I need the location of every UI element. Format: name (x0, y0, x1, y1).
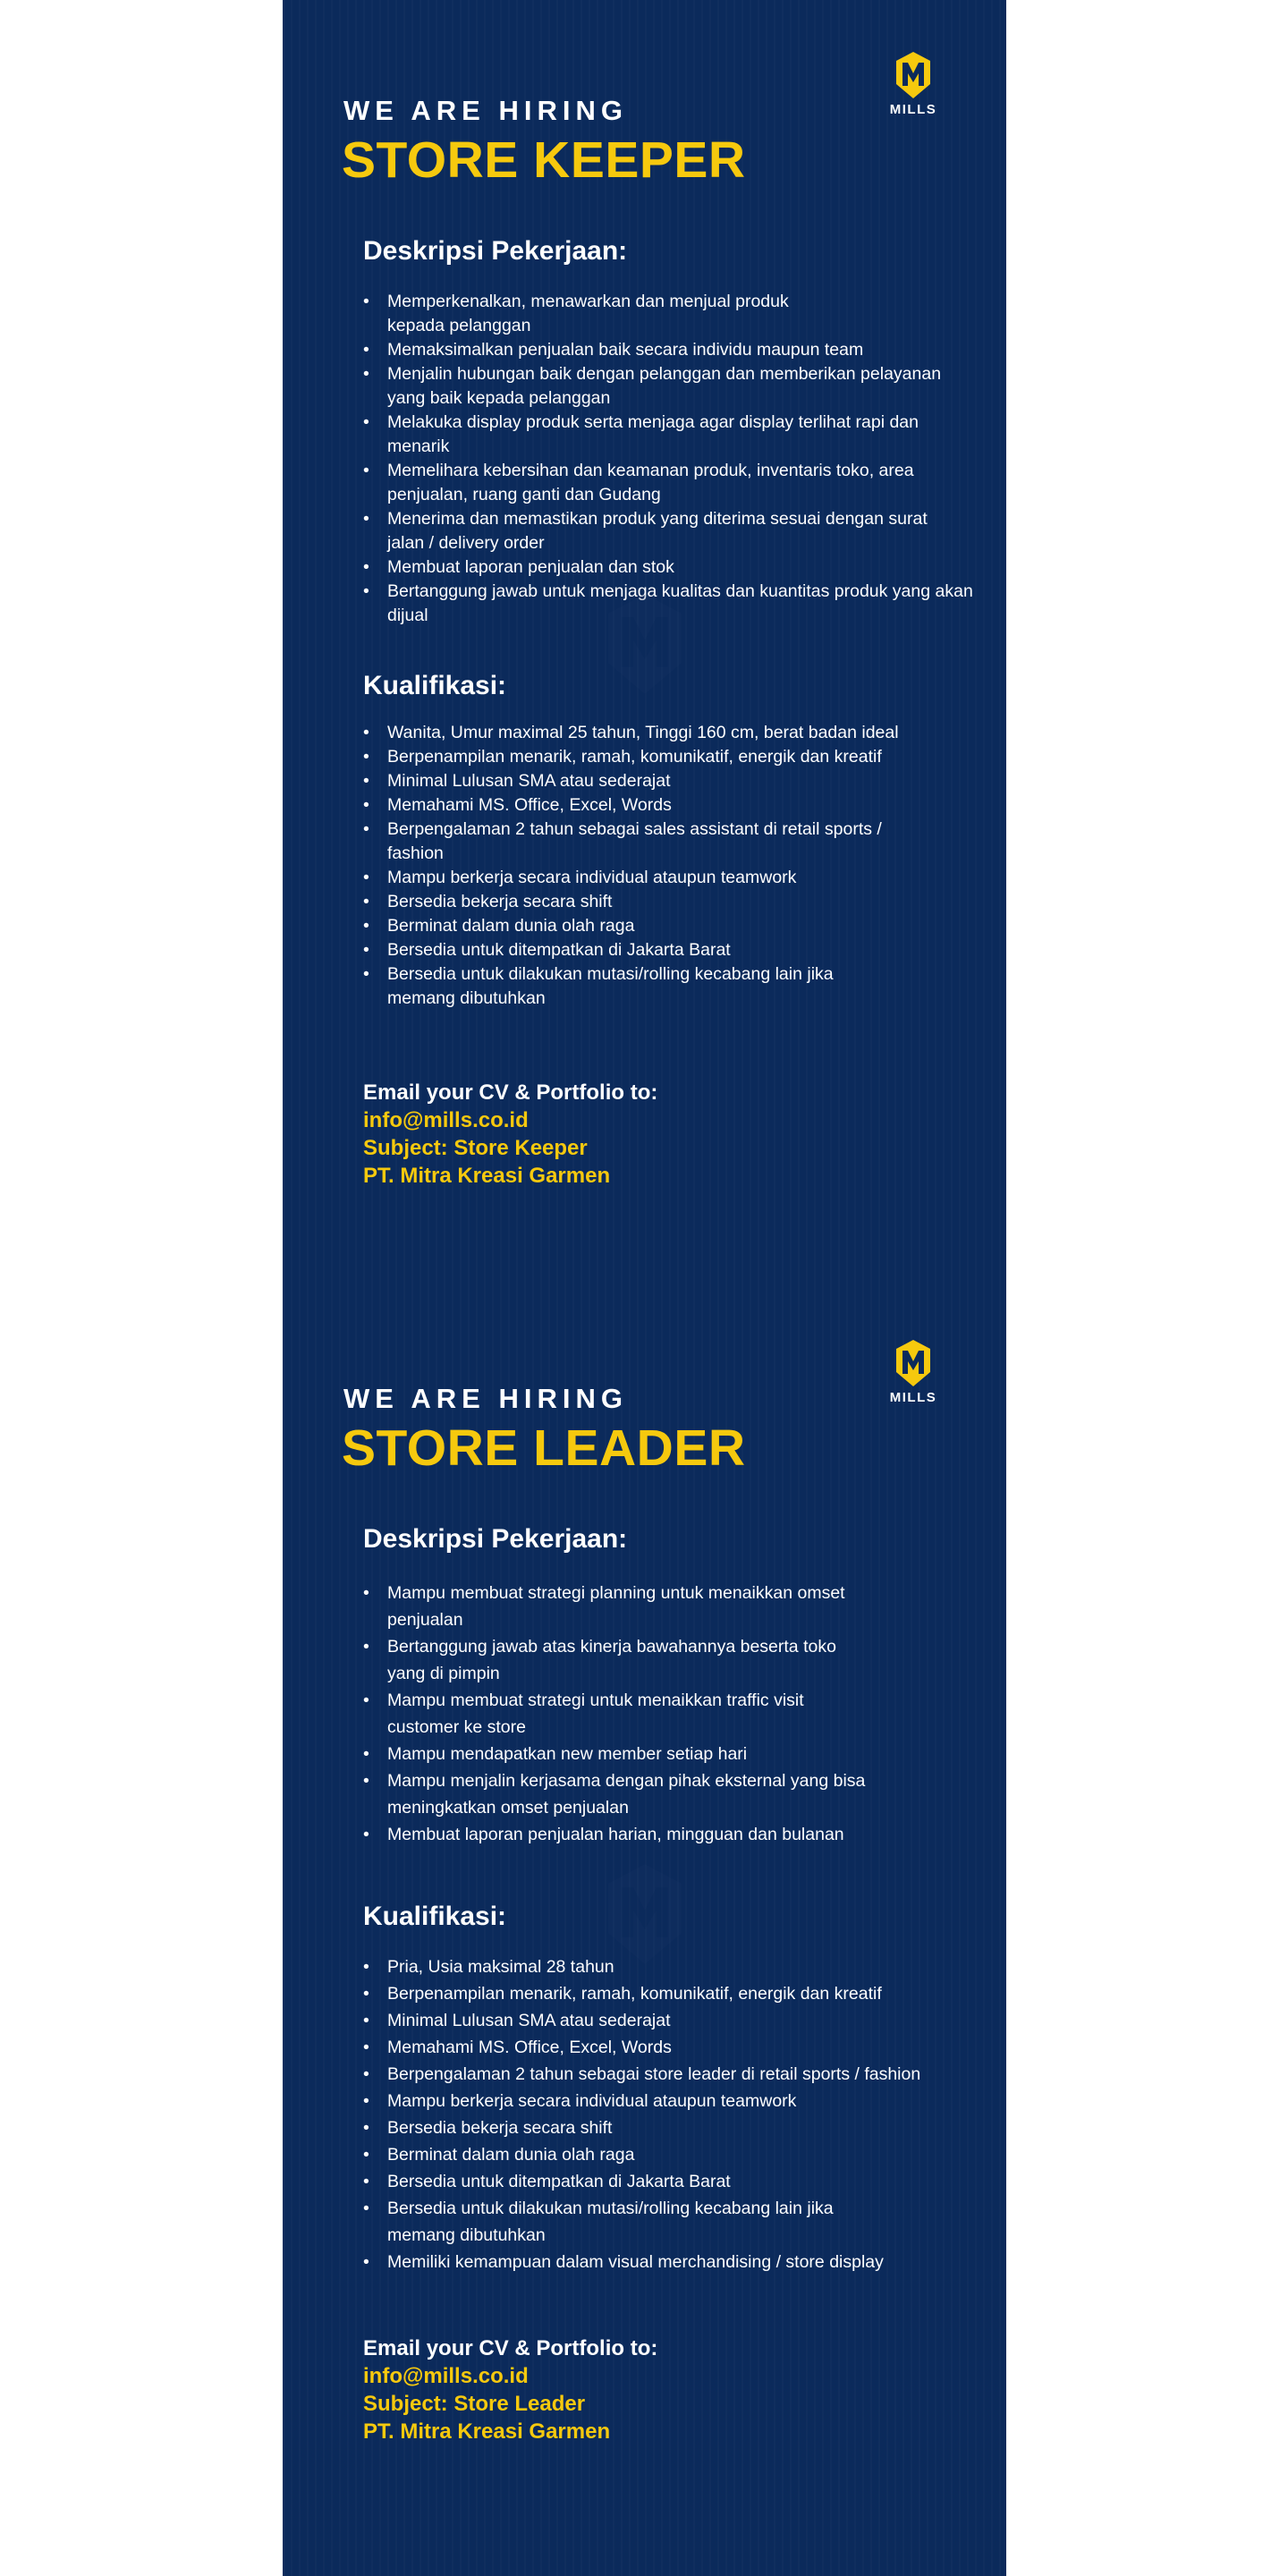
list-item: • Memperkenalkan, menawarkan dan menjual produk kepada pelanggan (363, 290, 817, 338)
list-item: • Bertanggung jawab untuk menjaga kualitas dan kuantitas produk yang akan dijual (363, 580, 978, 628)
list-item: • Memaksimalkan penjualan baik secara individu maupun team (363, 338, 989, 362)
list-item: • Bersedia bekerja secara shift (363, 2114, 989, 2141)
list-item: • Memahami MS. Office, Excel, Words (363, 2034, 989, 2061)
email-subject: Subject: Store Leader (363, 2392, 586, 2416)
list-item: • Berpengalaman 2 tahun sebagai store leader di retail sports / fashion (363, 2061, 989, 2088)
email-address[interactable]: info@mills.co.id (363, 1108, 529, 1132)
list-item: • Bertanggung jawab atas kinerja bawahannya beserta toko yang di pimpin (363, 1633, 870, 1687)
list-item: • Bersedia untuk ditempatkan di Jakarta Barat (363, 938, 989, 962)
email-subject: Subject: Store Keeper (363, 1136, 588, 1160)
description-list (363, 290, 989, 628)
list-item: • Menjalin hubungan baik dengan pelanggan dan memberikan pelayanan yang baik kepada pelanggan (363, 362, 942, 411)
job-poster-store-leader (283, 1288, 1006, 2576)
list-item: • Bersedia untuk dilakukan mutasi/rolling kecabang lain jika memang dibutuhkan (363, 2195, 852, 2249)
role-title: STORE LEADER (342, 1419, 746, 1477)
mills-watermark-icon (591, 590, 699, 698)
list-item: • Melakuka display produk serta menjaga agar display terlihat rapi dan menarik (363, 411, 942, 459)
poster-strip (283, 0, 1006, 2576)
contact-block (363, 2334, 657, 2445)
list-item: • Bersedia bekerja secara shift (363, 890, 989, 914)
company-name: PT. Mitra Kreasi Garmen (363, 1164, 611, 1188)
qualification-list (363, 721, 989, 1011)
company-name: PT. Mitra Kreasi Garmen (363, 2419, 611, 2444)
list-item: • Mampu menjalin kerjasama dengan pihak eksternal yang bisa meningkatkan omset penjualan (363, 1767, 870, 1821)
list-item: • Pria, Usia maksimal 28 tahun (363, 1953, 989, 1980)
list-item: • Berminat dalam dunia olah raga (363, 914, 989, 938)
hiring-heading: WE ARE HIRING (343, 1383, 628, 1414)
mills-logo-icon (894, 1338, 932, 1388)
email-label: Email your CV & Portfolio to: (363, 1080, 658, 1105)
mills-logo (886, 50, 940, 117)
list-item: • Mampu membuat strategi planning untuk menaikkan omset penjualan (363, 1580, 870, 1633)
qualification-title: Kualifikasi: (363, 671, 507, 700)
list-item: • Memahami MS. Office, Excel, Words (363, 793, 989, 818)
description-title: Deskripsi Pekerjaan: (363, 1524, 628, 1554)
logo-text: MILLS (889, 102, 937, 117)
description-list (363, 1580, 989, 1848)
description-title: Deskripsi Pekerjaan: (363, 236, 628, 266)
list-item: • Membuat laporan penjualan harian, mingguan dan bulanan (363, 1821, 989, 1848)
list-item: • Bersedia untuk dilakukan mutasi/rolling kecabang lain jika memang dibutuhkan (363, 962, 888, 1011)
email-label: Email your CV & Portfolio to: (363, 2336, 658, 2360)
list-item: • Berpenampilan menarik, ramah, komunikatif, energik dan kreatif (363, 745, 989, 769)
list-item: • Berpenampilan menarik, ramah, komunikatif, energik dan kreatif (363, 1980, 989, 2007)
mills-watermark-icon (591, 1860, 699, 1968)
hiring-heading: WE ARE HIRING (343, 95, 628, 126)
list-item: • Menerima dan memastikan produk yang diterima sesuai dengan surat jalan / delivery order (363, 507, 942, 555)
list-item: • Memiliki kemampuan dalam visual merchandising / store display (363, 2249, 989, 2275)
logo-text: MILLS (889, 1390, 937, 1405)
list-item: • Berpengalaman 2 tahun sebagai sales assistant di retail sports / fashion (363, 818, 888, 866)
list-item: • Mampu berkerja secara individual ataupun teamwork (363, 866, 989, 890)
list-item: • Berminat dalam dunia olah raga (363, 2141, 989, 2168)
mills-logo-icon (894, 50, 932, 100)
list-item: • Mampu membuat strategi untuk menaikkan traffic visit customer ke store (363, 1687, 870, 1741)
qualification-title: Kualifikasi: (363, 1902, 507, 1931)
qualification-list (363, 1953, 989, 2275)
contact-block (363, 1079, 657, 1190)
list-item: • Mampu berkerja secara individual ataupun teamwork (363, 2088, 989, 2114)
list-item: • Membuat laporan penjualan dan stok (363, 555, 989, 580)
list-item: • Minimal Lulusan SMA atau sederajat (363, 2007, 989, 2034)
list-item: • Bersedia untuk ditempatkan di Jakarta Barat (363, 2168, 989, 2195)
list-item: • Mampu mendapatkan new member setiap hari (363, 1741, 989, 1767)
mills-logo (886, 1338, 940, 1405)
role-title: STORE KEEPER (342, 131, 746, 189)
job-poster-store-keeper (283, 0, 1006, 1288)
list-item: • Minimal Lulusan SMA atau sederajat (363, 769, 989, 793)
list-item: • Wanita, Umur maximal 25 tahun, Tinggi 160 cm, berat badan ideal (363, 721, 989, 745)
list-item: • Memelihara kebersihan dan keamanan produk, inventaris toko, area penjualan, ruang ganti dan Gudang (363, 459, 942, 507)
email-address[interactable]: info@mills.co.id (363, 2364, 529, 2388)
